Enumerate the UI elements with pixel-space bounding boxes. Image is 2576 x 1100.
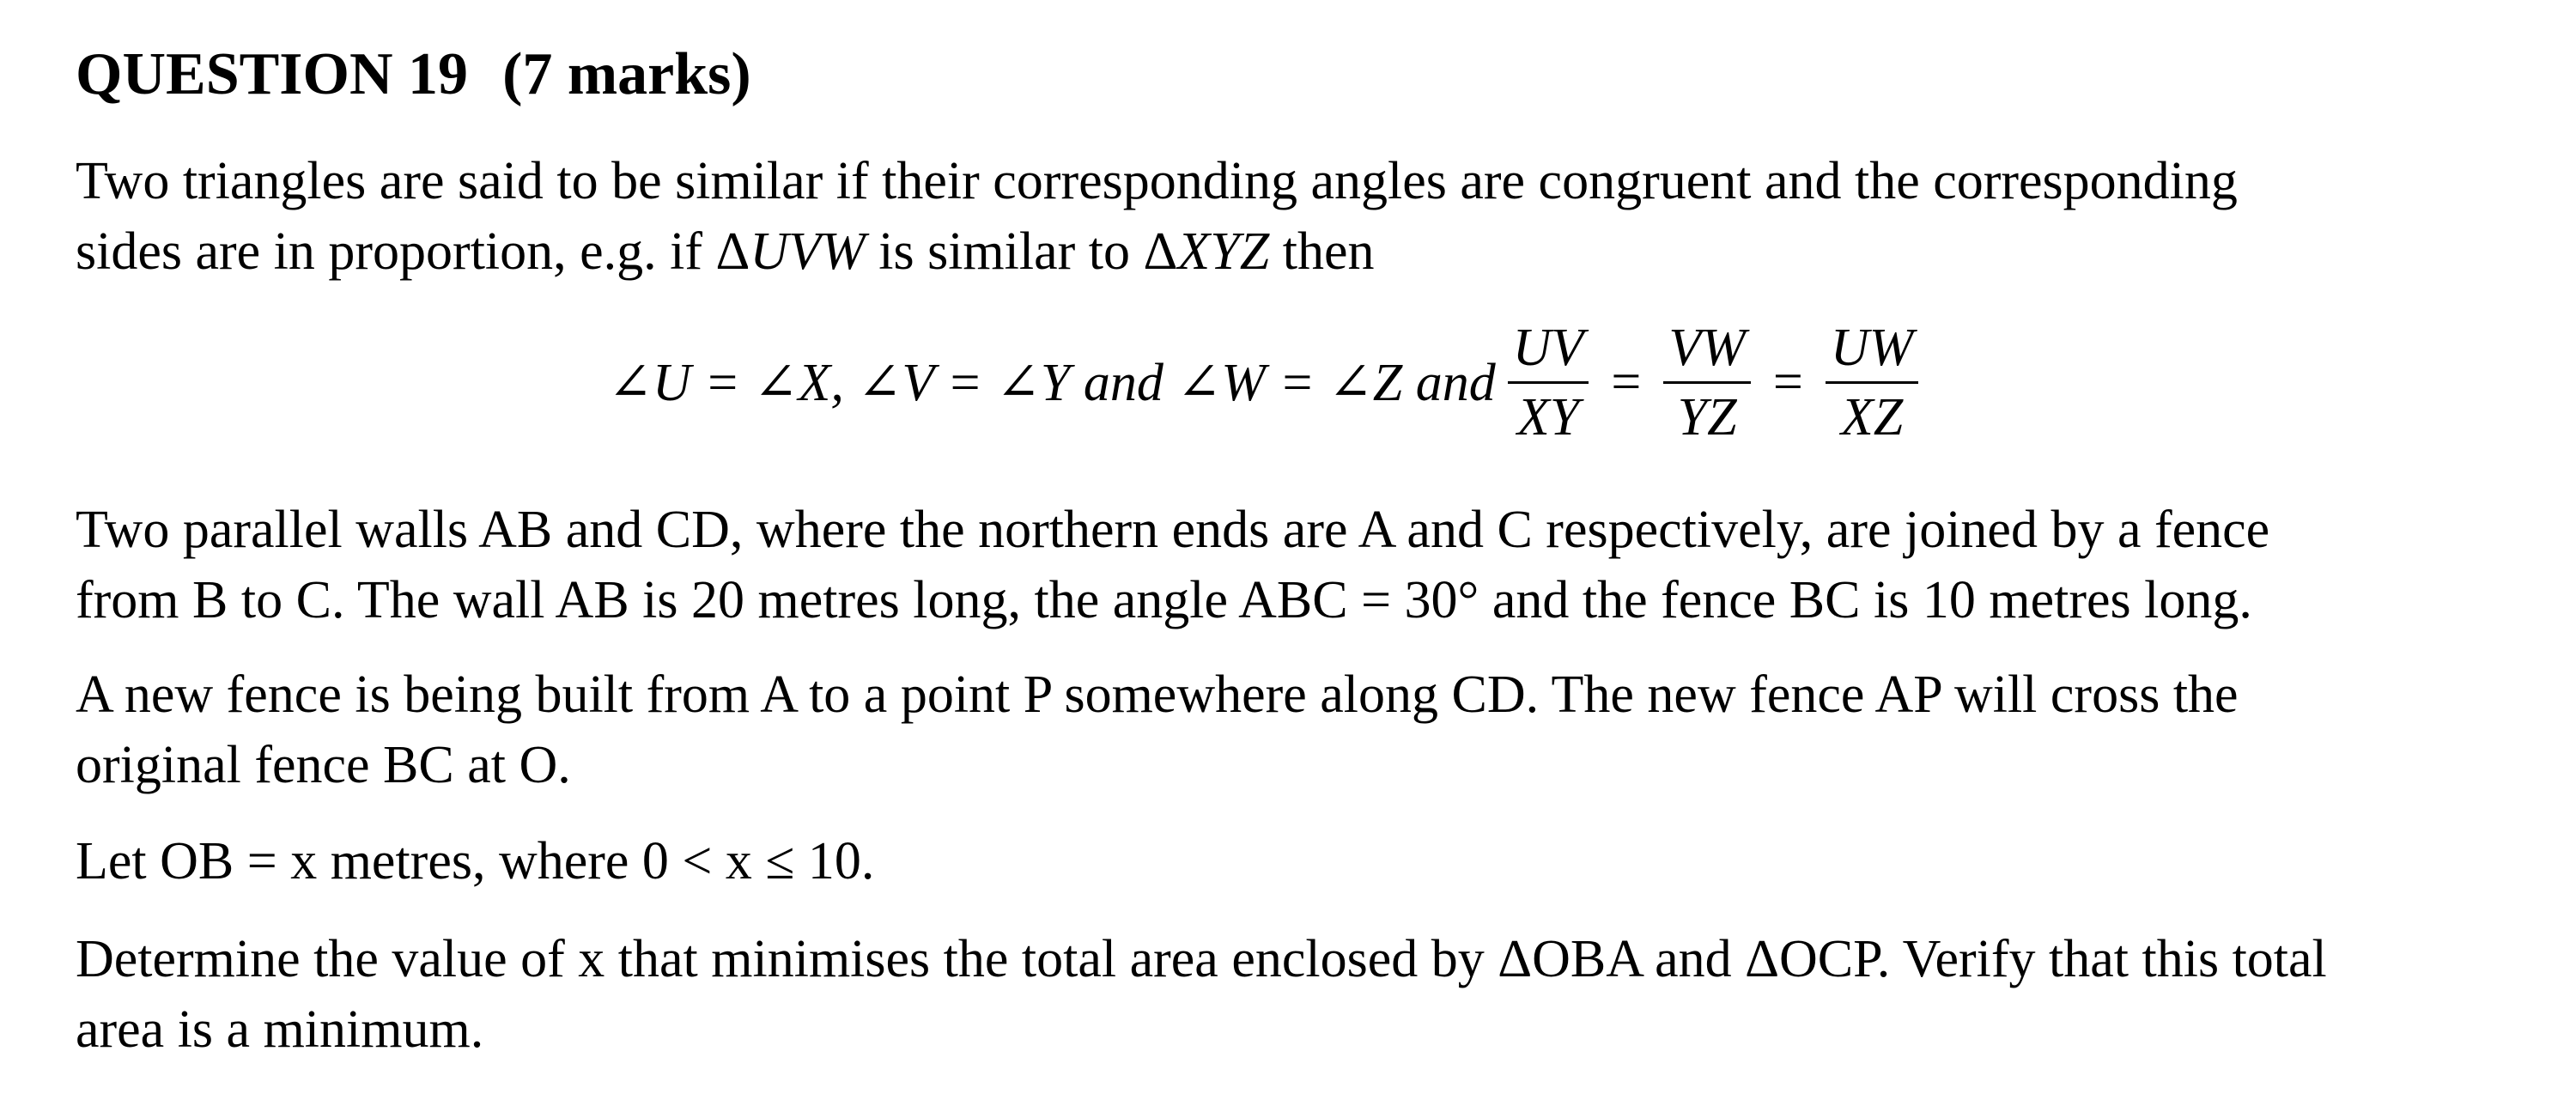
intro-line-2: sides are in proportion, e.g. if ΔUVW is similar to ΔXYZ then: [76, 222, 1375, 281]
fraction-numerator: VW: [1668, 318, 1746, 377]
fraction-uw-xz: [1826, 314, 1918, 451]
intro-line-1: Two triangles are said to be similar if their corresponding angles are congruent and the corresponding: [76, 152, 2238, 210]
fraction-vw-yz: [1663, 314, 1751, 451]
fraction-denominator: XY: [1516, 387, 1580, 447]
fraction-numerator: UV: [1512, 318, 1584, 377]
equals-sign: =: [1772, 352, 1803, 411]
new-fence-paragraph: [76, 659, 2239, 800]
walls-line-1: Two parallel walls AB and CD, where the northern ends are A and C respectively, are joined by a fence: [76, 501, 2270, 559]
question-title: QUESTION 19: [76, 41, 469, 107]
let-paragraph: [76, 826, 874, 896]
triangle-uvw: UVW: [750, 222, 866, 281]
fraction-denominator: XZ: [1840, 387, 1904, 447]
fraction-numerator: UW: [1830, 318, 1914, 377]
delta-symbol: Δ: [715, 222, 750, 281]
delta-symbol: Δ: [1143, 222, 1178, 281]
question-heading: [76, 41, 751, 107]
new-fence-line-2: original fence BC at O.: [76, 736, 571, 794]
angle-equalities: ∠U = ∠X, ∠V = ∠Y and ∠W = ∠Z and: [608, 354, 1496, 412]
triangle-xyz: XYZ: [1177, 222, 1270, 281]
similarity-formula: [608, 309, 1930, 455]
equals-sign: =: [1611, 352, 1642, 411]
walls-paragraph: [76, 495, 2269, 635]
fraction-uv-xy: [1508, 314, 1589, 451]
determine-paragraph: [76, 924, 2327, 1065]
determine-line-2: area is a minimum.: [76, 1000, 484, 1059]
walls-line-2: from B to C. The wall AB is 20 metres long, the angle ABC = 30° and the fence BC is 10 metres long.: [76, 571, 2252, 629]
fraction-denominator: YZ: [1677, 387, 1737, 447]
determine-line-1: Determine the value of x that minimises the total area enclosed by ΔOBA and ΔOCP. Verify that this total: [76, 930, 2327, 988]
new-fence-line-1: A new fence is being built from A to a point P somewhere along CD. The new fence AP will cross the: [76, 665, 2239, 724]
let-line: Let OB = x metres, where 0 < x ≤ 10.: [76, 832, 875, 890]
intro-paragraph: [76, 146, 2238, 287]
question-marks: (7 marks): [502, 41, 751, 107]
